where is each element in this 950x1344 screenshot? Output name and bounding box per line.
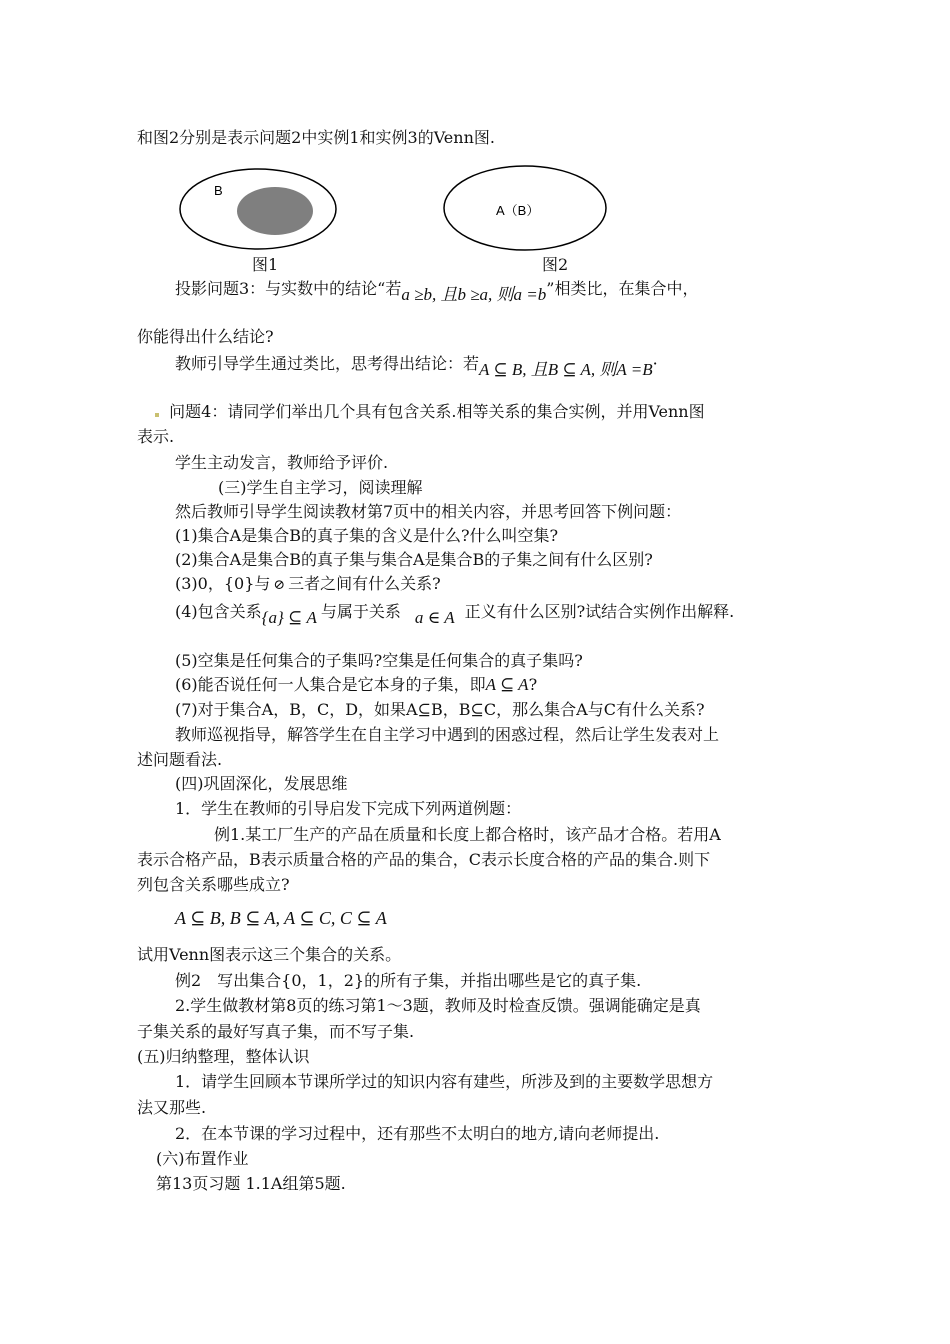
question-item-3: (3)0，{0}与 ⊘ 三者之间有什么关系?: [175, 574, 441, 593]
teacher-guide: 教师引导学生通过类比，思考得出结论：若A ⊆ B, 且B ⊆ A, 则A =B·: [175, 354, 658, 379]
edit-mark: [155, 413, 159, 417]
q4-math-2: a ∈ A: [414, 608, 455, 627]
q4-line1: 问题4：请同学们举出几个具有包含关系.相等关系的集合实例，并用Venn图: [169, 402, 705, 421]
section-6-heading: (六)布置作业: [156, 1149, 249, 1168]
summary-item-1-line2: 法又那些.: [137, 1098, 207, 1117]
question-3: [175, 278, 699, 304]
guide-math: A ⊆ B, 且B ⊆ A, 则A =B: [479, 360, 653, 379]
q3-prefix: 投影问题3：与实数中的结论“若: [175, 279, 402, 298]
venn-diagram-2: [442, 162, 608, 254]
example-1-line2: 表示合格产品，B表示质量合格的产品的集合，C表示长度合格的产品的集合.则下: [137, 850, 711, 869]
question-item-5: (5)空集是任何集合的子集吗?空集是任何集合的真子集吗?: [175, 651, 583, 670]
practice-item-1: 1．学生在教师的引导启发下完成下列两道例题：: [175, 799, 522, 818]
example-1-math: A ⊆ B, B ⊆ A, A ⊆ C, C ⊆ A: [175, 908, 387, 928]
reading-instruction: 然后教师引导学生阅读教材第7页中的相关内容，并思考回答下例问题：: [175, 502, 682, 521]
fig2-label: A（B）: [496, 203, 540, 218]
q4-math-1: {a} ⊆ A: [261, 608, 317, 627]
q3-suffix: ”相类比，在集合中，: [546, 279, 699, 298]
fig2-caption: 图2: [542, 255, 569, 274]
section-3-heading: (三)学生自主学习，阅读理解: [218, 478, 423, 497]
question-item-2: (2)集合A是集合B的真子集与集合A是集合B的子集之间有什么区别?: [175, 550, 653, 569]
question-4: [155, 401, 705, 423]
teacher-patrol: 教师巡视指导，解答学生在自主学习中遇到的困惑过程，然后让学生发表对上: [175, 725, 720, 744]
question-item-1: (1)集合A是集合B的真子集的含义是什么?什么叫空集?: [175, 526, 559, 545]
homework: 第13页习题 1.1A组第5题.: [156, 1174, 346, 1193]
q3-line2: 你能得出什么结论?: [137, 327, 274, 346]
example-2: 例2 写出集合{0，1，2}的所有子集，并指出哪些是它的真子集.: [175, 971, 642, 990]
empty-set-symbol: ⊘: [273, 578, 286, 593]
patrol-line2: 述问题看法.: [137, 750, 223, 769]
question-item-7: (7)对于集合A，B，C，D，如果A⊆B，B⊆C，那么集合A与C有什么关系?: [175, 700, 705, 719]
practice-item-2-line2: 子集关系的最好写真子集，而不写子集.: [137, 1022, 415, 1041]
student-speak: 学生主动发言，教师给予评价.: [175, 453, 389, 472]
section-4-heading: (四)巩固深化，发展思维: [175, 774, 348, 793]
question-item-4: (4)包含关系{a} ⊆ A 与属于关系 a ∈ A 正义有什么区别?试结合实例作出解释.: [175, 602, 735, 627]
q3-math: a ≥b, 且b ≥a, 则a =b: [401, 285, 547, 304]
guide-text: 教师引导学生通过类比，思考得出结论：若: [175, 354, 480, 373]
q4-line2: 表示.: [137, 427, 175, 446]
practice-item-2: 2.学生做教材第8页的练习第1～3题，教师及时检查反馈。强调能确定是真: [175, 996, 701, 1015]
intro-line: 和图2分别是表示问题2中实例1和实例3的Venn图.: [137, 128, 495, 147]
venn-diagram-1: [178, 166, 338, 252]
example-1-line1: 例1.某工厂生产的产品在质量和长度上都合格时，该产品才合格。若用A: [214, 825, 721, 844]
section-5-heading: (五)归纳整理，整体认识: [137, 1047, 310, 1066]
fig1-caption: 图1: [252, 255, 279, 274]
q6-math: A ⊆ A: [485, 675, 529, 694]
question-item-6: (6)能否说任何一人集合是它本身的子集，即A ⊆ A?: [175, 675, 538, 694]
summary-item-2: 2．在本节课的学习过程中，还有那些不太明白的地方,请向老师提出.: [175, 1124, 660, 1143]
fig1-outer-label: B: [214, 183, 223, 198]
example-1-line3: 列包含关系哪些成立?: [137, 875, 290, 894]
set-a-ellipse: [237, 187, 313, 235]
summary-item-1: 1．请学生回顾本节课所学过的知识内容有建些，所涉及到的主要数学思想方: [175, 1072, 714, 1091]
example-1-line4: 试用Venn图表示这三个集合的关系。: [137, 945, 402, 964]
